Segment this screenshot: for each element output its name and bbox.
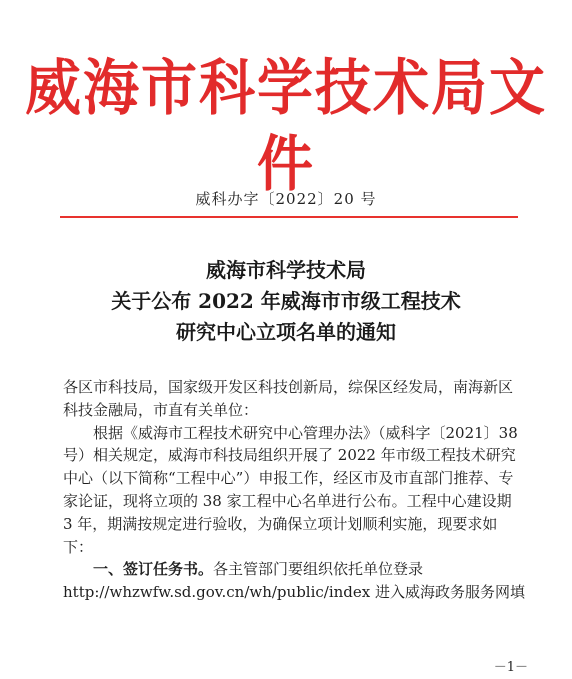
- document-number: 威科办字〔2022〕20 号: [195, 190, 377, 208]
- title-line-2: 关于公布 2022 年威海市市级工程技术: [111, 289, 461, 313]
- notice-title: [0, 255, 572, 348]
- title-line-1: 威海市科学技术局: [206, 258, 366, 282]
- section-1-paragraph: [63, 558, 525, 581]
- section-1-text: 各主管部门要组织依托单位登录: [213, 560, 424, 579]
- masthead-title: 威海市科学技术局文件: [25, 52, 547, 200]
- red-separator-line: [60, 216, 518, 218]
- page-number: －1－: [493, 660, 528, 675]
- document-body: [63, 376, 525, 604]
- intro-paragraph: 根据《威海市工程技术研究中心管理办法》（威科字〔2021〕38 号）相关规定，威海市科技局组织开展了 2022 年市级工程技术研究中心（以下简称“工程中心”）申报工作，经区市及市直部门推荐、专家论证，现将立项的 38 家工程中心名单进行公布。工程中心建设期 3 年，期满按规定进行验收，为确保立项计划顺利实施，现要求如下：: [63, 423, 518, 556]
- section-1-heading: 一、签订任务书。: [93, 560, 214, 579]
- section-1-url-line: http://whzwfw.sd.gov.cn/wh/public/index 进入威海政务服务网填: [63, 583, 526, 602]
- title-line-3: 研究中心立项名单的通知: [176, 320, 396, 344]
- recipients-paragraph: 各区市科技局，国家级开发区科技创新局，综保区经发局，南海新区科技金融局，市直有关单位：: [63, 378, 514, 419]
